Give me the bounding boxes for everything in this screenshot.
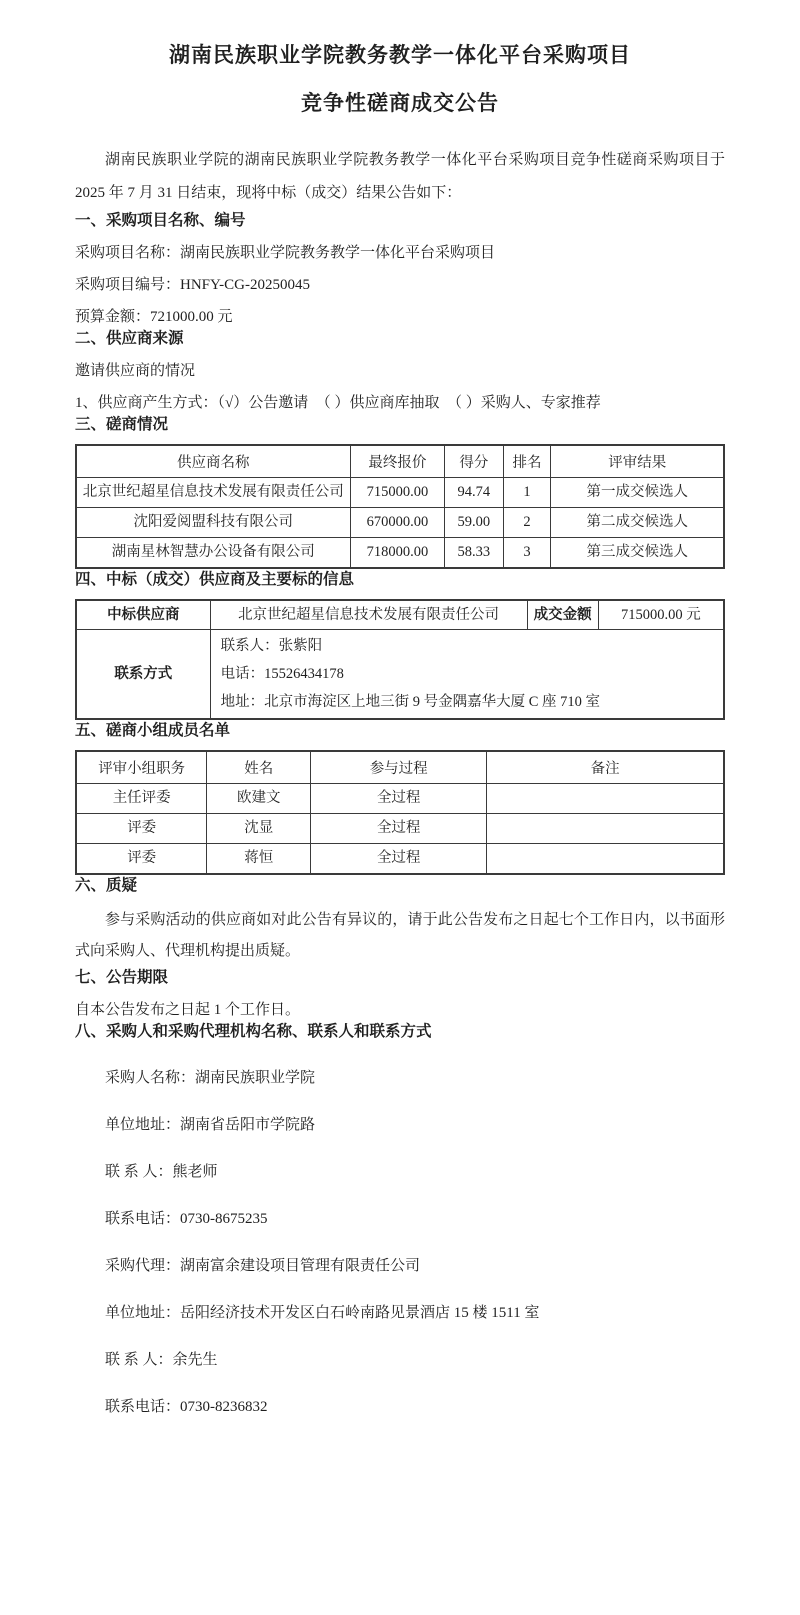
contact-label-cell: 联系方式 xyxy=(76,630,210,720)
section-3-heading: 三、磋商情况 xyxy=(75,416,169,433)
negotiation-table xyxy=(75,444,725,569)
contact-address-line: 地址：北京市海淀区上地三街 9 号金隅嘉华大厦 C 座 710 室 xyxy=(220,694,601,710)
contact-info-cell xyxy=(210,630,724,720)
table-cell: 欧建文 xyxy=(207,784,311,814)
table-cell: 评委 xyxy=(76,814,207,844)
agent-name-line: 采购代理：湖南富余建设项目管理有限责任公司 xyxy=(105,1258,421,1274)
table-cell: 全过程 xyxy=(311,814,487,844)
table-cell: 1 xyxy=(503,478,551,508)
table-cell: 第三成交候选人 xyxy=(551,538,724,569)
table-cell: 湖南星林智慧办公设备有限公司 xyxy=(76,538,350,569)
buyer-address-line: 单位地址：湖南省岳阳市学院路 xyxy=(105,1117,316,1133)
project-number-line: 采购项目编号：HNFY-CG-20250045 xyxy=(75,277,311,293)
doc-title-line-1: 湖南民族职业学院教务教学一体化平台采购项目 xyxy=(169,43,631,67)
project-name-line: 采购项目名称：湖南民族职业学院教务教学一体化平台采购项目 xyxy=(75,245,496,261)
section-5-heading: 五、磋商小组成员名单 xyxy=(75,722,231,739)
supplier-method-line: 1、供应商产生方式：（√）公告邀请 （ ）供应商库抽取 （ ）采购人、专家推荐 xyxy=(75,395,601,411)
table-row xyxy=(76,814,724,844)
agent-phone-line: 联系电话：0730-8236832 xyxy=(105,1399,268,1415)
award-contact-row xyxy=(76,630,724,720)
buyer-name-line: 采购人名称：湖南民族职业学院 xyxy=(105,1070,316,1086)
header-score: 得分 xyxy=(445,445,503,478)
table-cell: 59.00 xyxy=(445,508,503,538)
table-cell: 94.74 xyxy=(445,478,503,508)
table-cell: 2 xyxy=(503,508,551,538)
table-cell: 沈显 xyxy=(207,814,311,844)
table-cell: 北京世纪超星信息技术发展有限责任公司 xyxy=(76,478,350,508)
amount-label-cell: 成交金额 xyxy=(527,600,598,630)
table-cell: 全过程 xyxy=(311,784,487,814)
panel-member-table xyxy=(75,750,725,875)
header-panel-name: 姓名 xyxy=(207,751,311,784)
award-table xyxy=(75,599,725,720)
table-cell: 蒋恒 xyxy=(207,844,311,875)
header-rank: 排名 xyxy=(503,445,551,478)
header-panel-remark: 备注 xyxy=(487,751,724,784)
table-cell: 670000.00 xyxy=(350,508,445,538)
invite-status-line: 邀请供应商的情况 xyxy=(75,363,196,379)
agent-address-line: 单位地址：岳阳经济技术开发区白石岭南路见景酒店 15 楼 1511 室 xyxy=(105,1305,540,1321)
table-cell xyxy=(487,844,724,875)
table-cell: 718000.00 xyxy=(350,538,445,569)
announcement-period-line: 自本公告发布之日起 1 个工作日。 xyxy=(75,1002,301,1018)
contact-phone-line: 电话：15526434178 xyxy=(220,666,344,682)
doc-title-line-2: 竞争性磋商成交公告 xyxy=(301,91,499,115)
amount-value-cell: 715000.00 元 xyxy=(598,600,724,630)
table-cell: 58.33 xyxy=(445,538,503,569)
contact-person-line: 联系人：张紫阳 xyxy=(220,638,323,654)
negotiation-table-header-row xyxy=(76,445,724,478)
objection-paragraph: 参与采购活动的供应商如对此公告有异议的，请于此公告发布之日起七个工作日内，以书面形式向采购人、代理机构提出质疑。 xyxy=(75,912,725,959)
table-cell: 第一成交候选人 xyxy=(551,478,724,508)
header-review-result: 评审结果 xyxy=(551,445,724,478)
header-final-offer: 最终报价 xyxy=(350,445,445,478)
section-6-heading: 六、质疑 xyxy=(75,877,138,894)
section-8-heading: 八、采购人和采购代理机构名称、联系人和联系方式 xyxy=(75,1023,432,1040)
budget-line: 预算金额：721000.00 元 xyxy=(75,309,233,325)
contact-info-list xyxy=(75,1067,725,1418)
table-cell: 主任评委 xyxy=(76,784,207,814)
section-7-heading: 七、公告期限 xyxy=(75,969,169,986)
table-row xyxy=(76,784,724,814)
panel-table-header-row xyxy=(76,751,724,784)
section-2-heading: 二、供应商来源 xyxy=(75,330,184,347)
buyer-contact-line: 联 系 人：熊老师 xyxy=(105,1164,218,1180)
intro-paragraph: 湖南民族职业学院的湖南民族职业学院教务教学一体化平台采购项目竞争性磋商采购项目于 2025 年 7 月 31 日结束，现将中标（成交）结果公告如下： xyxy=(75,152,725,201)
header-panel-process: 参与过程 xyxy=(311,751,487,784)
section-4-heading: 四、中标（成交）供应商及主要标的信息 xyxy=(75,571,355,588)
table-cell: 715000.00 xyxy=(350,478,445,508)
table-row xyxy=(76,478,724,508)
table-cell: 全过程 xyxy=(311,844,487,875)
table-cell xyxy=(487,814,724,844)
table-cell: 第二成交候选人 xyxy=(551,508,724,538)
table-cell: 沈阳爱阅盟科技有限公司 xyxy=(76,508,350,538)
table-cell xyxy=(487,784,724,814)
table-row xyxy=(76,538,724,569)
table-cell: 3 xyxy=(503,538,551,569)
table-row xyxy=(76,844,724,875)
winner-name-cell: 北京世纪超星信息技术发展有限责任公司 xyxy=(210,600,527,630)
winner-label-cell: 中标供应商 xyxy=(76,600,210,630)
table-cell: 评委 xyxy=(76,844,207,875)
award-winner-row xyxy=(76,600,724,630)
agent-contact-line: 联 系 人：余先生 xyxy=(105,1352,218,1368)
table-row xyxy=(76,508,724,538)
header-supplier-name: 供应商名称 xyxy=(76,445,350,478)
section-1-heading: 一、采购项目名称、编号 xyxy=(75,212,246,229)
buyer-phone-line: 联系电话：0730-8675235 xyxy=(105,1211,268,1227)
header-panel-role: 评审小组职务 xyxy=(76,751,207,784)
